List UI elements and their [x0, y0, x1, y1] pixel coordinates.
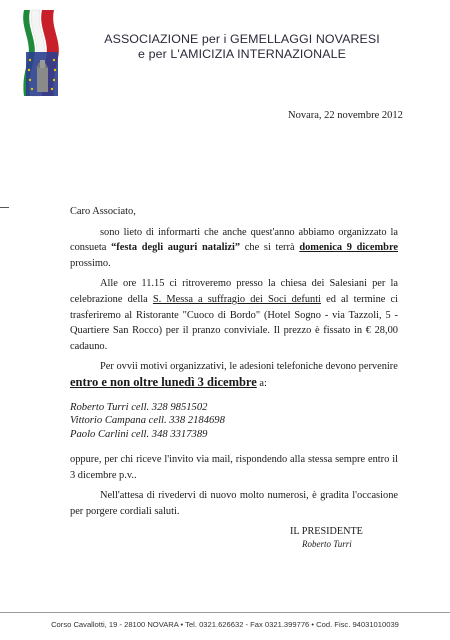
paragraph-closing: Nell'attesa di rivedervi di nuovo molto numerosi, è gradita l'occasione per porgere cordiali saluti.: [70, 490, 398, 517]
letter-date: Novara, 22 novembre 2012: [288, 110, 403, 121]
p1-text-a: sono lieto di informarti che anche quest'anno abbiamo organizzato la consueta: [70, 226, 398, 254]
association-logo: [18, 8, 68, 100]
contact-item: Paolo Carlini cell. 348 3317389: [70, 428, 208, 440]
deadline-line: [70, 375, 398, 392]
paragraph-program: [70, 276, 398, 354]
footer-divider: [0, 612, 450, 613]
event-date: domenica 9 dicembre: [299, 242, 399, 254]
paragraph-registration: Per ovvii motivi organizzativi, le adesioni telefoniche devono pervenire: [100, 361, 398, 373]
paragraph-email-option: oppure, per chi riceve l'invito via mail, rispondendo alla stessa sempre entro il 3 dicembre p.v..: [70, 454, 398, 481]
contact-item: Roberto Turri cell. 328 9851502: [70, 401, 208, 413]
organization-name: [92, 32, 392, 62]
signature-name: Roberto Turri: [302, 539, 352, 549]
deadline-suffix: a:: [256, 377, 267, 389]
p2-text-a: Alle ore 11.15 ci ritroveremo presso la chiesa dei Salesiani per la celebrazione della: [70, 278, 398, 305]
footer-address: Corso Cavallotti, 19 - 28100 NOVARA • Tel. 0321.626632 - Fax 0321.399776 • Cod. Fisc. 94031010039: [51, 620, 399, 629]
contact-list: [70, 401, 398, 442]
deadline: entro e non oltre lunedì 3 dicembre: [70, 374, 257, 389]
org-line-1: ASSOCIAZIONE per i GEMELLAGGI NOVARESI: [104, 32, 380, 46]
contact-item: Vittorio Campana cell. 338 2184698: [70, 415, 225, 427]
signature-title: IL PRESIDENTE: [290, 526, 363, 537]
signature-block: [290, 526, 363, 550]
paragraph-invitation: [70, 225, 398, 272]
p2-text-b: ed al termine ci trasferiremo al Ristorante "Cuoco di Bordo" (Hotel Sogno - via Tazzoli, 5 - Quartiere San Rocco) per il pranzo conviviale. Il prezzo è fissato in € 28,00 cadauno.: [70, 293, 398, 352]
greeting: Caro Associato,: [70, 206, 136, 217]
org-line-2: e per L'AMICIZIA INTERNAZIONALE: [138, 47, 346, 61]
p1-text-c: prossimo.: [70, 257, 111, 269]
event-name: “festa degli auguri natalizi”: [111, 242, 241, 254]
p1-text-b: che si terrà: [240, 242, 300, 254]
mass-detail: S. Messa a suffragio dei Soci defunti: [152, 293, 322, 305]
fold-mark: [0, 207, 9, 208]
letter-body: [70, 204, 398, 519]
